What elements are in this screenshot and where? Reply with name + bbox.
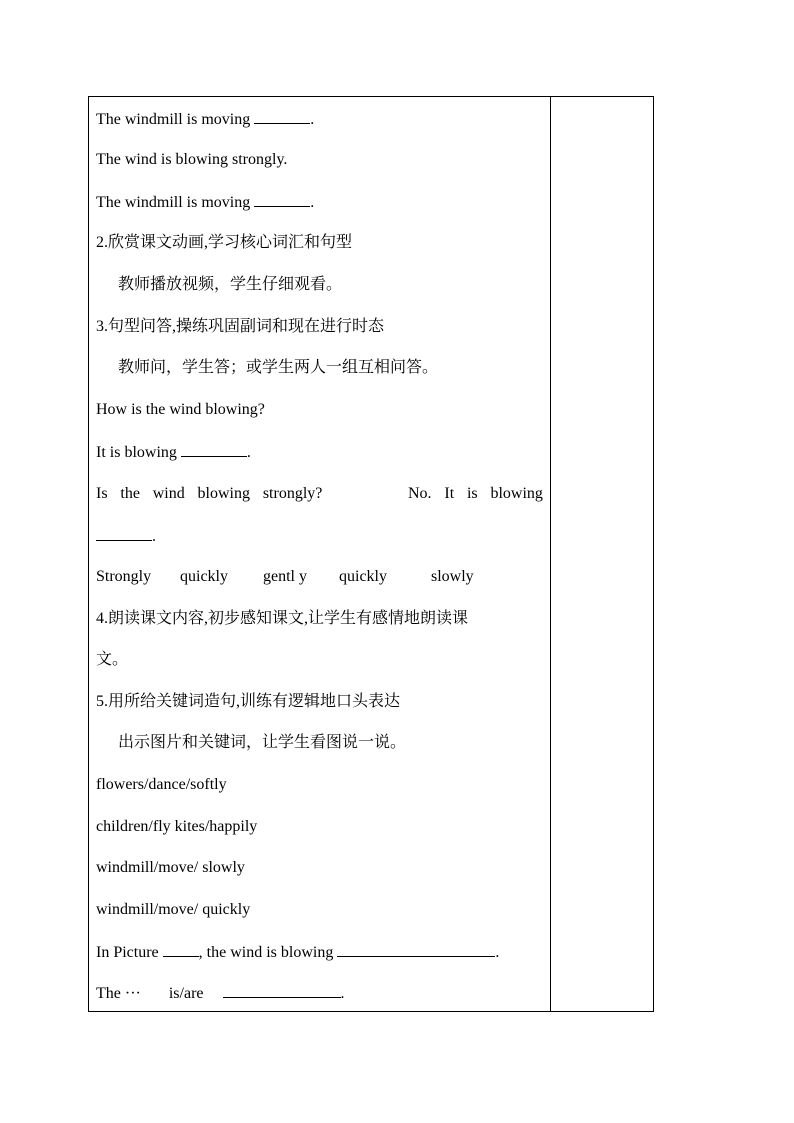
sentence-punct: .: [246, 444, 251, 461]
keyword-phrase: flowers/dance/softly: [96, 776, 227, 793]
question-how-wind-blowing: How is the wind blowing?: [96, 401, 265, 418]
step-3-heading: 3.句型问答,操练巩固副词和现在进行时态: [96, 318, 385, 335]
word: Is: [96, 485, 108, 502]
sentence-text: The ···: [96, 985, 141, 1002]
keyword-phrase: windmill/move/ quickly: [96, 901, 251, 918]
sentence-text: In Picture: [96, 944, 163, 961]
step-4-heading: 4.朗读课文内容,初步感知课文,让学生有感情地朗读课: [96, 610, 469, 627]
adverb-word-bank: [96, 567, 543, 587]
fill-blank: [181, 442, 247, 457]
step-5-description: 出示图片和关键词，让学生看图说一说。: [118, 734, 407, 751]
word: the: [120, 485, 140, 502]
sentence-text: The windmill is moving: [96, 194, 255, 211]
word: wind: [152, 485, 185, 502]
sentence-punct: .: [495, 944, 500, 961]
sentence-text: , the wind is blowing: [198, 944, 338, 961]
sentence-text: is/are: [168, 985, 204, 1002]
lesson-table: [88, 96, 654, 1012]
keyword-phrase: windmill/move/ slowly: [96, 859, 245, 876]
word-bank-item: slowly: [431, 568, 474, 585]
sentence-windmill-moving-1: [96, 109, 314, 130]
sentence-punct: .: [152, 528, 156, 545]
sentence-text: The windmill is moving: [96, 111, 255, 128]
fill-blank: [337, 942, 495, 957]
word-bank-item: quickly: [180, 568, 228, 585]
sentence-punct: .: [340, 985, 345, 1002]
sentence-pattern-is-are: [96, 983, 345, 1004]
sentence-text: It is blowing: [96, 444, 181, 461]
answer-it-is-blowing: [96, 442, 251, 463]
step-2-heading: 2.欣赏课文动画,学习核心词汇和句型: [96, 234, 353, 251]
sentence-wind-strongly: The wind is blowing strongly.: [96, 151, 288, 168]
question-is-wind-strongly: [96, 484, 543, 504]
keyword-phrase: children/fly kites/happily: [96, 818, 258, 835]
fill-blank: [163, 942, 199, 957]
word: blowing: [490, 485, 543, 502]
step-4-heading-continued: 文。: [96, 651, 129, 668]
answer-blank-line: [96, 526, 156, 547]
step-2-description: 教师播放视频，学生仔细观看。: [118, 276, 343, 293]
sentence-pattern-picture: [96, 942, 499, 963]
fill-blank: [96, 526, 152, 541]
step-5-heading: 5.用所给关键词造句,训练有逻辑地口头表达: [96, 693, 401, 710]
word: It: [444, 485, 455, 502]
word-bank-item: Strongly: [96, 568, 152, 585]
word-bank-item: quickly: [339, 568, 387, 585]
word: blowing: [197, 485, 250, 502]
column-divider: [550, 97, 551, 1011]
sentence-windmill-moving-2: [96, 192, 314, 213]
word: No.: [407, 485, 432, 502]
gap-spacer: [335, 484, 395, 504]
word: strongly?: [262, 485, 323, 502]
sentence-punct: .: [310, 111, 315, 128]
fill-blank: [254, 109, 310, 124]
word-bank-item: gentl y: [263, 568, 307, 585]
fill-blank: [223, 983, 341, 998]
word: is: [466, 485, 478, 502]
sentence-punct: .: [310, 194, 315, 211]
step-3-description: 教师问，学生答；或学生两人一组互相问答。: [118, 359, 439, 376]
fill-blank: [254, 192, 310, 207]
